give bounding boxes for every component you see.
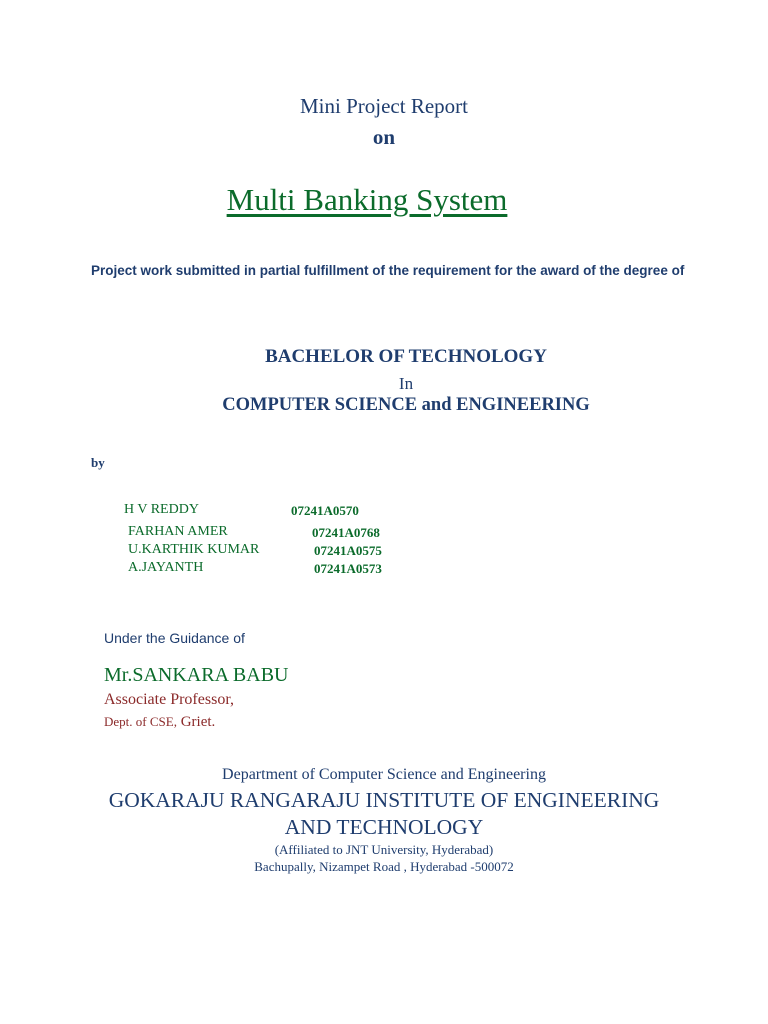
guide-department bbox=[104, 714, 215, 731]
project-title: Multi Banking System bbox=[226, 182, 508, 217]
institution-department: Department of Computer Science and Engineering bbox=[222, 766, 546, 783]
report-type-connector: on bbox=[372, 125, 396, 149]
student-roll-number: 07241A0573 bbox=[314, 561, 382, 576]
degree-branch: COMPUTER SCIENCE and ENGINEERING bbox=[222, 395, 590, 415]
student-roll-number: 07241A0768 bbox=[312, 525, 380, 540]
student-name: A.JAYANTH bbox=[128, 560, 204, 575]
guide-designation: Associate Professor, bbox=[104, 691, 234, 708]
submission-statement: Project work submitted in partial fulfillment of the requirement for the award of the degree of bbox=[91, 263, 685, 278]
degree-connector: In bbox=[398, 374, 414, 393]
student-name: H V REDDY bbox=[124, 502, 199, 517]
institution-address: Bachupally, Nizampet Road , Hyderabad -500072 bbox=[254, 859, 514, 874]
guide-department-prefix: Dept. of CSE, bbox=[104, 714, 177, 729]
report-type-heading: Mini Project Report bbox=[300, 94, 468, 118]
institution-affiliation: (Affiliated to JNT University, Hyderabad) bbox=[274, 842, 494, 857]
guide-department-suffix: Griet. bbox=[176, 714, 216, 730]
guide-name: Mr.SANKARA BABU bbox=[104, 664, 289, 686]
student-roll-number: 07241A0570 bbox=[291, 503, 359, 518]
student-name: U.KARTHIK KUMAR bbox=[128, 542, 260, 557]
guidance-label: Under the Guidance of bbox=[104, 630, 245, 646]
institution-name-line2: AND TECHNOLOGY bbox=[284, 815, 484, 839]
institution-name-line1: GOKARAJU RANGARAJU INSTITUTE OF ENGINEERING bbox=[108, 788, 660, 812]
student-name: FARHAN AMER bbox=[128, 524, 228, 539]
by-label: by bbox=[91, 455, 105, 470]
degree-name: BACHELOR OF TECHNOLOGY bbox=[265, 346, 547, 367]
student-roll-number: 07241A0575 bbox=[314, 543, 382, 558]
